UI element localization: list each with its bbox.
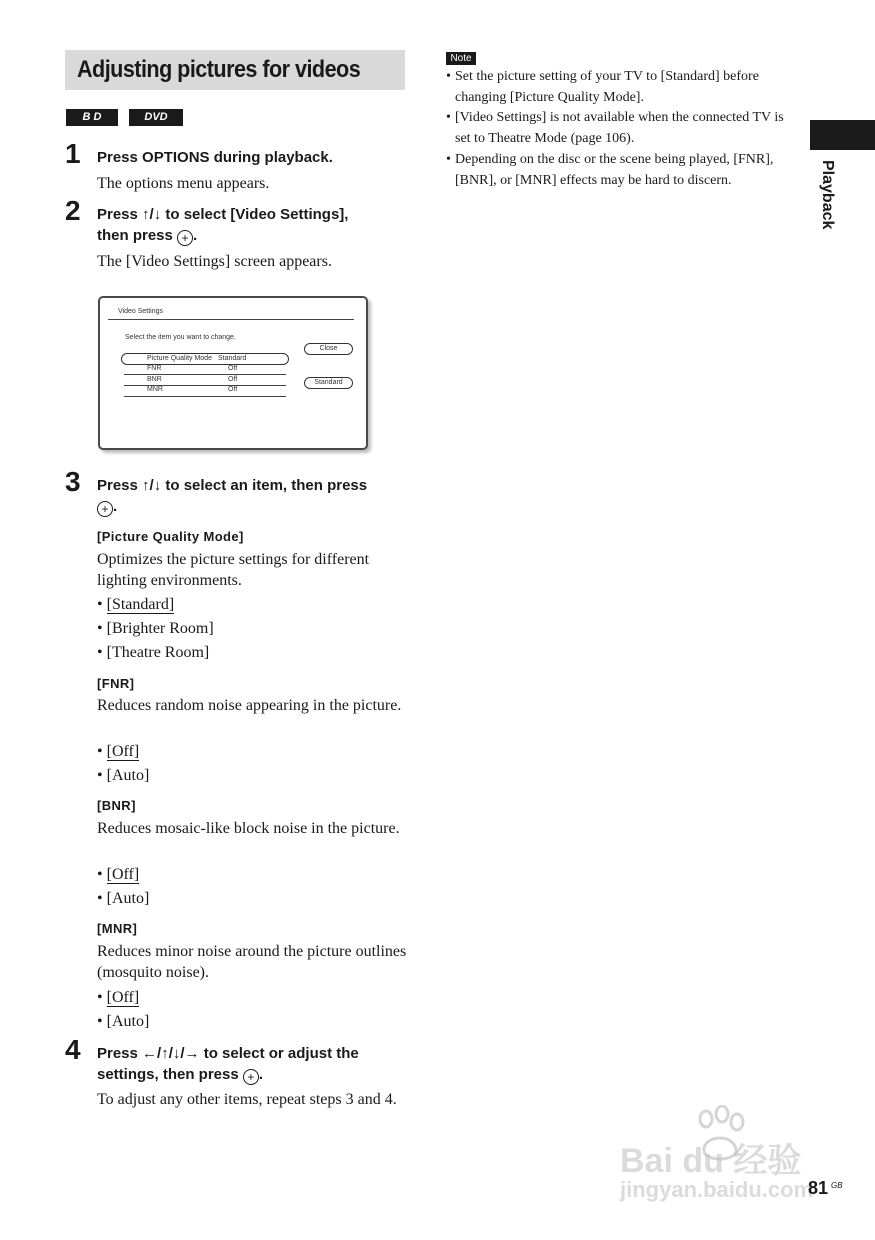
page-locale: GB — [831, 1181, 843, 1190]
screen-row-selected[interactable]: Picture Quality Mode Standard — [121, 353, 289, 365]
option-heading: [BNR] — [97, 798, 136, 813]
option-item: • [Off] — [97, 743, 140, 760]
option-description: Reduces minor noise around the picture outlines (mosquito noise). — [97, 943, 407, 981]
watermark-url: jingyan.baidu.com — [620, 1177, 814, 1202]
step-1-body: The options menu appears. — [97, 175, 270, 192]
option-description: Reduces random noise appearing in the picture. — [97, 697, 402, 714]
screen-prompt: Select the item you want to change. — [125, 334, 236, 341]
screen-row[interactable]: FNR Off — [147, 365, 238, 372]
section-tab-label: Playback — [819, 160, 836, 230]
option-heading: [Picture Quality Mode] — [97, 529, 244, 544]
step-2-title: Press ↑/↓ to select [Video Settings], then press + . — [97, 206, 349, 245]
option-item: • [Standard] — [97, 596, 175, 613]
step-4-title: Press ←/↑/↓/→ to select or adjust the settings, then press + . — [97, 1045, 359, 1084]
note-item: • [Video Settings] is not available when the connected TV is set to Theatre Mode (page 106). — [446, 110, 784, 146]
circle-plus-icon: + — [243, 1069, 259, 1085]
screen-row[interactable]: MNR Off — [147, 386, 238, 393]
option-item: • [Auto] — [97, 767, 150, 784]
option-item: • [Auto] — [97, 890, 150, 907]
option-heading: [MNR] — [97, 921, 138, 936]
circle-plus-icon: + — [97, 501, 113, 517]
option-heading: [FNR] — [97, 676, 135, 691]
section-title-box — [65, 50, 405, 90]
screen-title-divider — [108, 319, 354, 320]
screen-title: Video Settings — [118, 308, 164, 315]
option-item: • [Brighter Room] — [97, 620, 214, 637]
standard-button[interactable]: Standard — [304, 377, 353, 389]
screen-row[interactable]: BNR Off — [147, 376, 238, 383]
circle-plus-icon: + — [177, 230, 193, 246]
section-tab-marker — [810, 120, 875, 150]
option-item: • [Theatre Room] — [97, 644, 210, 661]
step-4-number: 4 — [65, 1034, 81, 1065]
screen-row-divider — [124, 396, 286, 397]
close-button[interactable]: Close — [304, 343, 353, 355]
option-description: Reduces mosaic-like block noise in the picture. — [97, 820, 400, 837]
page-number: 81 — [808, 1178, 829, 1198]
option-item: • [Off] — [97, 989, 140, 1006]
option-item: • [Auto] — [97, 1013, 150, 1030]
page-title: Adjusting pictures for videos — [77, 56, 361, 83]
bd-badge: B D — [66, 109, 118, 126]
note-item: • Depending on the disc or the scene being played, [FNR], [BNR], or [MNR] effects may be hard to discern. — [446, 152, 774, 188]
step-3-number: 3 — [65, 466, 81, 497]
step-1-number: 1 — [65, 138, 81, 169]
step-4-body: To adjust any other items, repeat steps 3 and 4. — [97, 1091, 397, 1108]
step-3-title: Press ↑/↓ to select an item, then press + . — [97, 477, 368, 516]
video-settings-screen — [98, 296, 368, 450]
baidu-watermark — [620, 1105, 830, 1215]
note-item: • Set the picture setting of your TV to [Standard] before changing [Picture Quality Mode]. — [446, 69, 759, 105]
dvd-badge: DVD — [129, 109, 183, 126]
option-description: Optimizes the picture settings for different lighting environments. — [97, 551, 370, 589]
step-2-number: 2 — [65, 195, 81, 226]
note-badge: Note — [446, 52, 476, 65]
watermark-logo: Bai du 经验 — [620, 1142, 802, 1180]
step-1-title: Press OPTIONS during playback. — [97, 149, 333, 166]
step-2-body: The [Video Settings] screen appears. — [97, 253, 332, 270]
option-item: • [Off] — [97, 866, 140, 883]
